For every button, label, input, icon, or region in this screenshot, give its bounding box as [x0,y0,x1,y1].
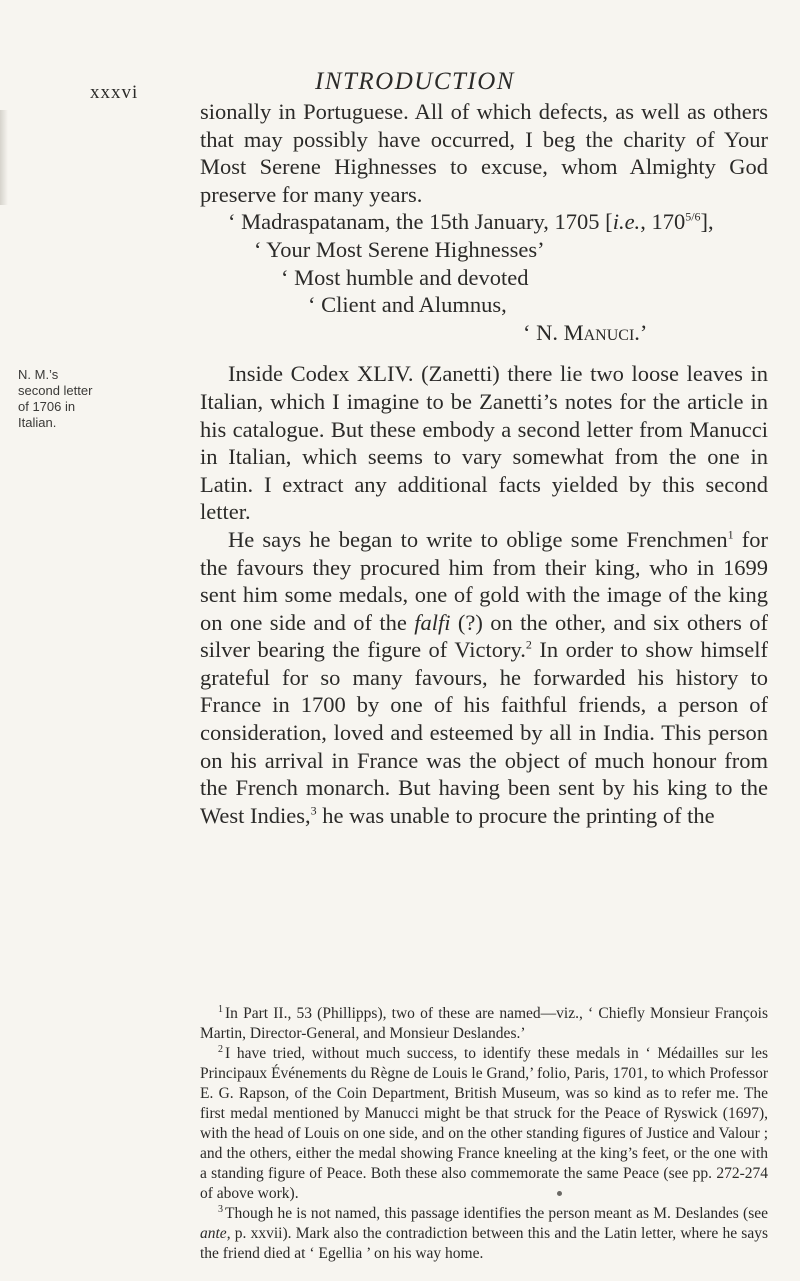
footnote-ref-1: 1 [727,527,734,542]
signature-line: ‘ Most humble and devoted [281,264,529,290]
letter-signature [200,208,768,346]
footnote-ref-2: 2 [525,637,532,652]
footnotes [200,1004,768,1264]
running-head: INTRODUCTION [315,68,515,95]
sidenote-line: of 1706 in [18,399,76,414]
footnote-1: $^1$ In Part II., 53 (Phillipps), two of these are named—viz., ‘ Chiefly Monsieur François Martin, Director-General, and Monsieur Deslandes.’ [200,1003,768,1042]
page-number: xxxvi [90,82,139,103]
paragraph-codex: Inside Codex XLIV. (Zanetti) there lie two loose leaves in Italian, which I imagine to be Zanetti’s notes for the article in his catalogue. But these embody a second letter from Manucci in Italian, which seems to vary somewhat from the one in Latin. I extract any additional facts yielded by this second letter. [200,361,768,525]
main-text [200,98,768,829]
footnote-2: $^2$ I have tried, without much success, to identify these medals in ‘ Médailles sur les Principaux Événements du Règne de Louis le Grand,’ folio, Paris, 1701, to which Professor E. G. Rapson, of the Coin Department, British Museum, was so kind as to refer me. The first medal mentioned by Manucci might be that struck for the Peace of Ryswick (1697), with the head of Louis on one side, and on the other standing figures of Justice and Valour ; and the others, either the medal showing France kneeling at the king’s feet, or the one with a standing figure of Peace. Both these also commemorate the same Peace (see pp. 272-274 of above work). [200,1043,768,1202]
sidenote-line: second letter [18,383,93,398]
page-header [90,68,770,102]
sidenote-line: Italian. [18,415,57,430]
footnote-ref-3: 3 [310,803,317,818]
signature-date-line: ‘ Madraspatanam, the 15th January, 1705 [i.e., $170^{5/6}$], [228,209,714,235]
printer-mark [557,1191,562,1196]
paragraph-frenchmen: He says he began to write to oblige some Frenchmen$^1$ for the favours they procured him from their king, who in 1699 sent him some medals, one of gold with the image of the king on one side and of the falfi (?) on the other, and six others of silver bearing the figure of Victory.$^2$ In order to show himself grateful for so many favours, he forwarded his history to France in 1700 by one of his faithful friends, a person of consideration, loved and esteemed by all in India. This person on his arrival in France was the object of much honour from the French monarch. But having been sent by his king to the West Indies,$^3$ he was unable to procure the printing of the [200,526,768,828]
year-fraction: 5/6 [685,209,701,224]
page-edge-shadow [0,110,8,205]
signature-line: ‘ Your Most Serene Highnesses’ [254,236,545,262]
signature-line: ‘ Client and Alumnus, [308,292,507,318]
margin-sidenote [18,367,98,431]
author-name: Manuci [563,319,635,345]
sidenote-line: N. M.’s [18,367,59,382]
opening-paragraph: sionally in Portuguese. All of which defects, as well as others that may possibly have occurred, I beg the charity of Your Most Serene Highnesses to excuse, whom Almighty God preserve for many years. [200,99,768,207]
footnote-3: $^3$ Though he is not named, this passage identifies the person meant as M. Deslandes (see ante, p. xxvii). Mark also the contradiction between this and the Latin letter, where he says the friend died at ‘ Egellia ’ on his way home. [200,1203,768,1262]
signature-name-line: ‘ N. Manuci.’ [523,319,648,345]
